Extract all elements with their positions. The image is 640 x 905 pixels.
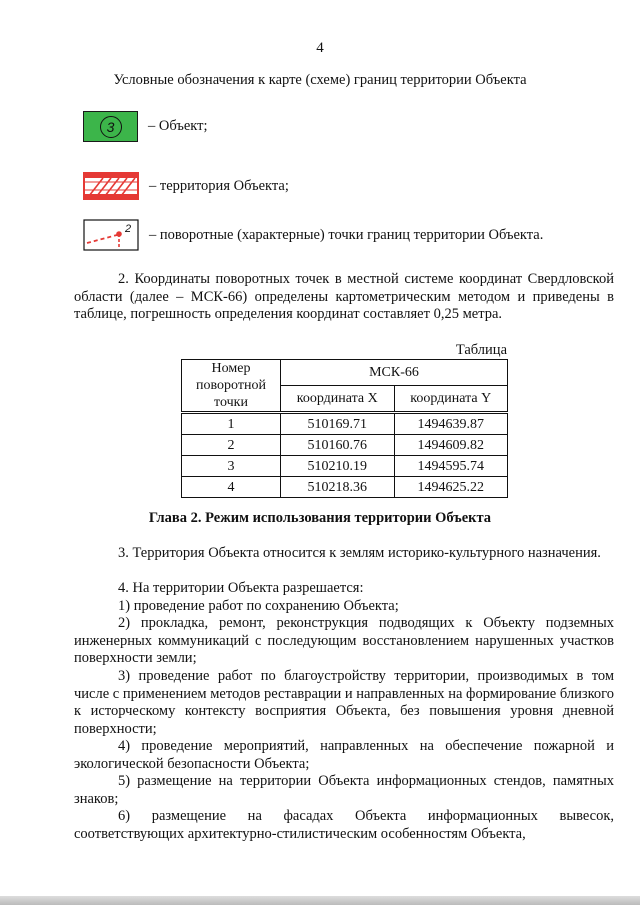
territory-hatch-icon <box>83 170 139 202</box>
cell-point: 2 <box>182 435 281 456</box>
cell-y: 1494595.74 <box>394 456 508 477</box>
legend-item-territory <box>83 170 289 202</box>
object-number-circle: 3 <box>100 116 122 138</box>
coordinates-table <box>181 359 508 498</box>
legend-item-label: – Объект; <box>148 118 208 134</box>
table-caption: Таблица <box>455 342 507 358</box>
legend-title: Условные обозначения к карте (схеме) границ территории Объекта <box>113 72 527 88</box>
list-item-6: 6) размещение на фасадах Объекта информационных вывесок, соответствующих архитектурно-стилистическим особенностям Объекта, <box>74 808 614 842</box>
cell-x: 510160.76 <box>281 435 395 456</box>
cell-point: 4 <box>182 477 281 498</box>
cell-x: 510210.19 <box>281 456 395 477</box>
legend-item-turning-points <box>83 219 543 251</box>
turning-point-label: 2 <box>125 223 132 235</box>
legend-item-label: – поворотные (характерные) точки границ территории Объекта. <box>149 226 544 243</box>
list-item-5: 5) размещение на территории Объекта информационных стендов, памятных знаков; <box>74 773 614 807</box>
header-point-number: Номер поворотной точки <box>182 360 281 413</box>
list-item-4: 4) проведение мероприятий, направленных на обеспечение пожарной и экологической безопасности Объекта; <box>74 738 614 772</box>
list-item-3: 3) проведение работ по благоустройству территории, производимых в том числе с применением методов реставрации и направленных на формирование близкого к исторческому контексту восприятия Объекта, без повышения уровня дневной поверхности; <box>74 668 614 737</box>
header-x: координата X <box>281 385 395 412</box>
table-row <box>182 435 508 456</box>
paragraph-4: 4. На территории Объекта разрешается: <box>118 580 364 596</box>
cell-point: 1 <box>182 413 281 435</box>
scan-edge <box>0 896 640 905</box>
legend-item-label: – территория Объекта; <box>149 177 289 194</box>
page-number: 4 <box>316 40 324 56</box>
table-row <box>182 456 508 477</box>
list-item-1: 1) проведение работ по сохранению Объекта; <box>118 598 399 614</box>
cell-y: 1494639.87 <box>394 413 508 435</box>
cell-y: 1494625.22 <box>394 477 508 498</box>
cell-y: 1494609.82 <box>394 435 508 456</box>
legend-item-object <box>83 111 208 142</box>
paragraph-coordinates: 2. Координаты поворотных точек в местной системе координат Свердловской области (далее – МСК-66) определены картометрическим методом и приведены в таблице, погрешность определения координат составляет 0,25 метра. <box>74 271 614 322</box>
table-row <box>182 413 508 435</box>
turning-points-icon <box>83 219 139 251</box>
chapter-title: Глава 2. Режим использования территории Объекта <box>148 510 492 526</box>
object-symbol-icon <box>83 111 138 142</box>
list-item-2: 2) прокладка, ремонт, реконструкция подводящих к Объекту подземных инженерных коммуникаций с последующим восстановлением нарушенных участков поверхности земли; <box>74 615 614 666</box>
header-y: координата Y <box>394 385 508 412</box>
cell-x: 510169.71 <box>281 413 395 435</box>
cell-point: 3 <box>182 456 281 477</box>
paragraph-3: 3. Территория Объекта относится к землям историко-культурного назначения. <box>118 545 601 561</box>
cell-x: 510218.36 <box>281 477 395 498</box>
header-coordinate-system: МСК-66 <box>281 360 508 386</box>
table-row <box>182 477 508 498</box>
